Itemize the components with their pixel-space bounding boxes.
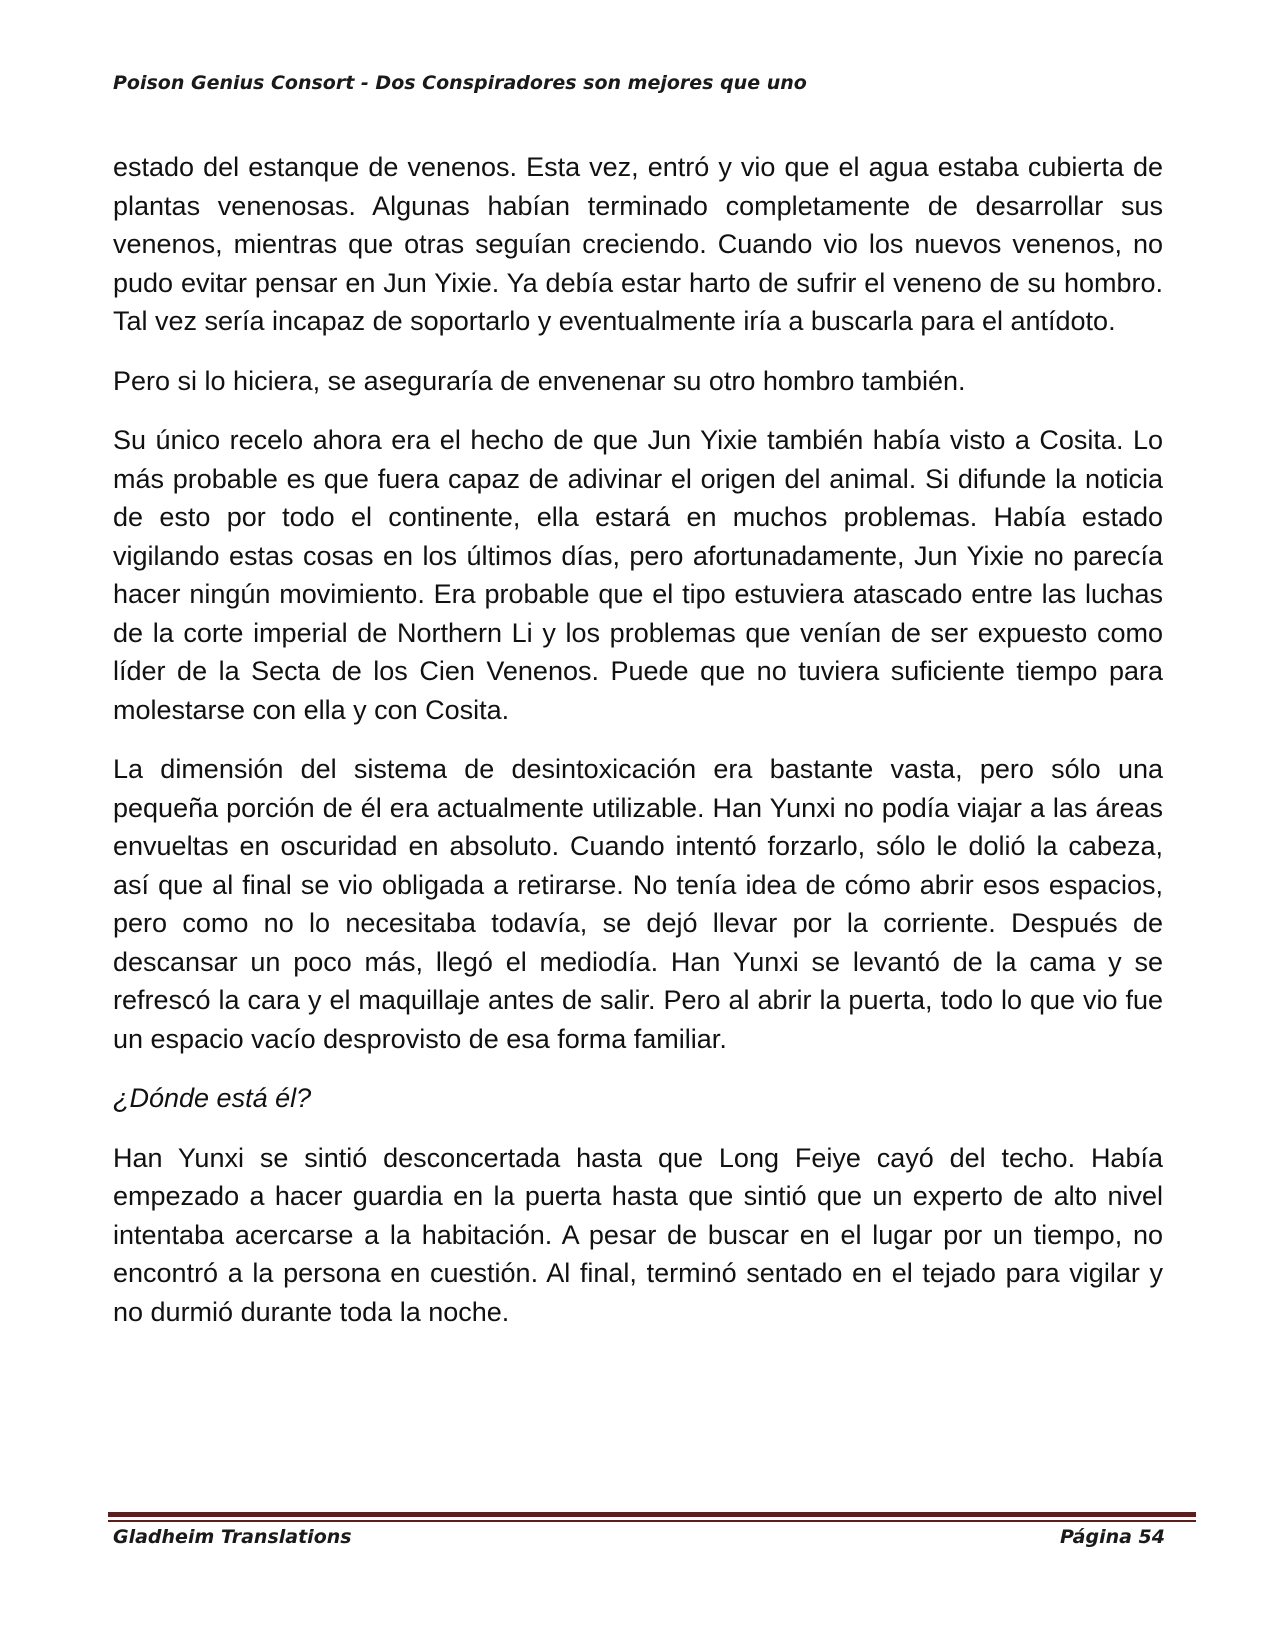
- paragraph-1: estado del estanque de venenos. Esta vez, entró y vio que el agua estaba cubierta de plantas venenosas. Algunas habían terminado completamente de desarrollar sus venenos, mientras que otras seguían creciendo. Cuando vio los nuevos venenos, no pudo evitar pensar en Jun Yixie. Ya debía estar harto de sufrir el veneno de su hombro. Tal vez sería incapaz de soportarlo y eventualmente iría a buscarla para el antídoto.: [113, 152, 1163, 336]
- footer-rule-thin: [108, 1520, 1196, 1522]
- footer-rule-thick: [108, 1512, 1196, 1517]
- page-body: [113, 148, 1163, 1352]
- paragraph-3: Su único recelo ahora era el hecho de que Jun Yixie también había visto a Cosita. Lo más probable es que fuera capaz de adivinar el origen del animal. Si difunde la noticia de esto por todo el continente, ella estará en muchos problemas. Había estado vigilando estas cosas en los últimos días, pero afortunadamente, Jun Yixie no parecía hacer ningún movimiento. Era probable que el tipo estuviera atascado entre las luchas de la corte imperial de Northern Li y los problemas que venían de ser expuesto como líder de la Secta de los Cien Venenos. Puede que no tuviera suficiente tiempo para molestarse con ella y con Cosita.: [113, 425, 1163, 725]
- paragraph-6: Han Yunxi se sintió desconcertada hasta que Long Feiye cayó del techo. Había empezado a hacer guardia en la puerta hasta que sintió que un experto de alto nivel intentaba acercarse a la habitación. A pesar de buscar en el lugar por un tiempo, no encontró a la persona en cuestión. Al final, terminó sentado en el tejado para vigilar y no durmió durante toda la noche.: [113, 1142, 1163, 1327]
- paragraph-2: Pero si lo hiciera, se aseguraría de envenenar su otro hombro también.: [113, 365, 966, 396]
- footer-page-number: Página 54: [1059, 1526, 1165, 1548]
- paragraph-5-italic-thought: ¿Dónde está él?: [113, 1083, 312, 1113]
- running-header: Poison Genius Consort - Dos Conspiradores son mejores que uno: [113, 72, 807, 94]
- footer-publisher: Gladheim Translations: [113, 1526, 352, 1548]
- paragraph-4: La dimensión del sistema de desintoxicación era bastante vasta, pero sólo una pequeña porción de él era actualmente utilizable. Han Yunxi no podía viajar a las áreas envueltas en oscuridad en absoluto. Cuando intentó forzarlo, sólo le dolió la cabeza, así que al final se vio obligada a retirarse. No tenía idea de cómo abrir esos espacios, pero como no lo necesitaba todavía, se dejó llevar por la corriente. Después de descansar un poco más, llegó el mediodía. Han Yunxi se levantó de la cama y se refrescó la cara y el maquillaje antes de salir. Pero al abrir la puerta, todo lo que vio fue un espacio vacío desprovisto de esa forma familiar.: [113, 754, 1163, 1054]
